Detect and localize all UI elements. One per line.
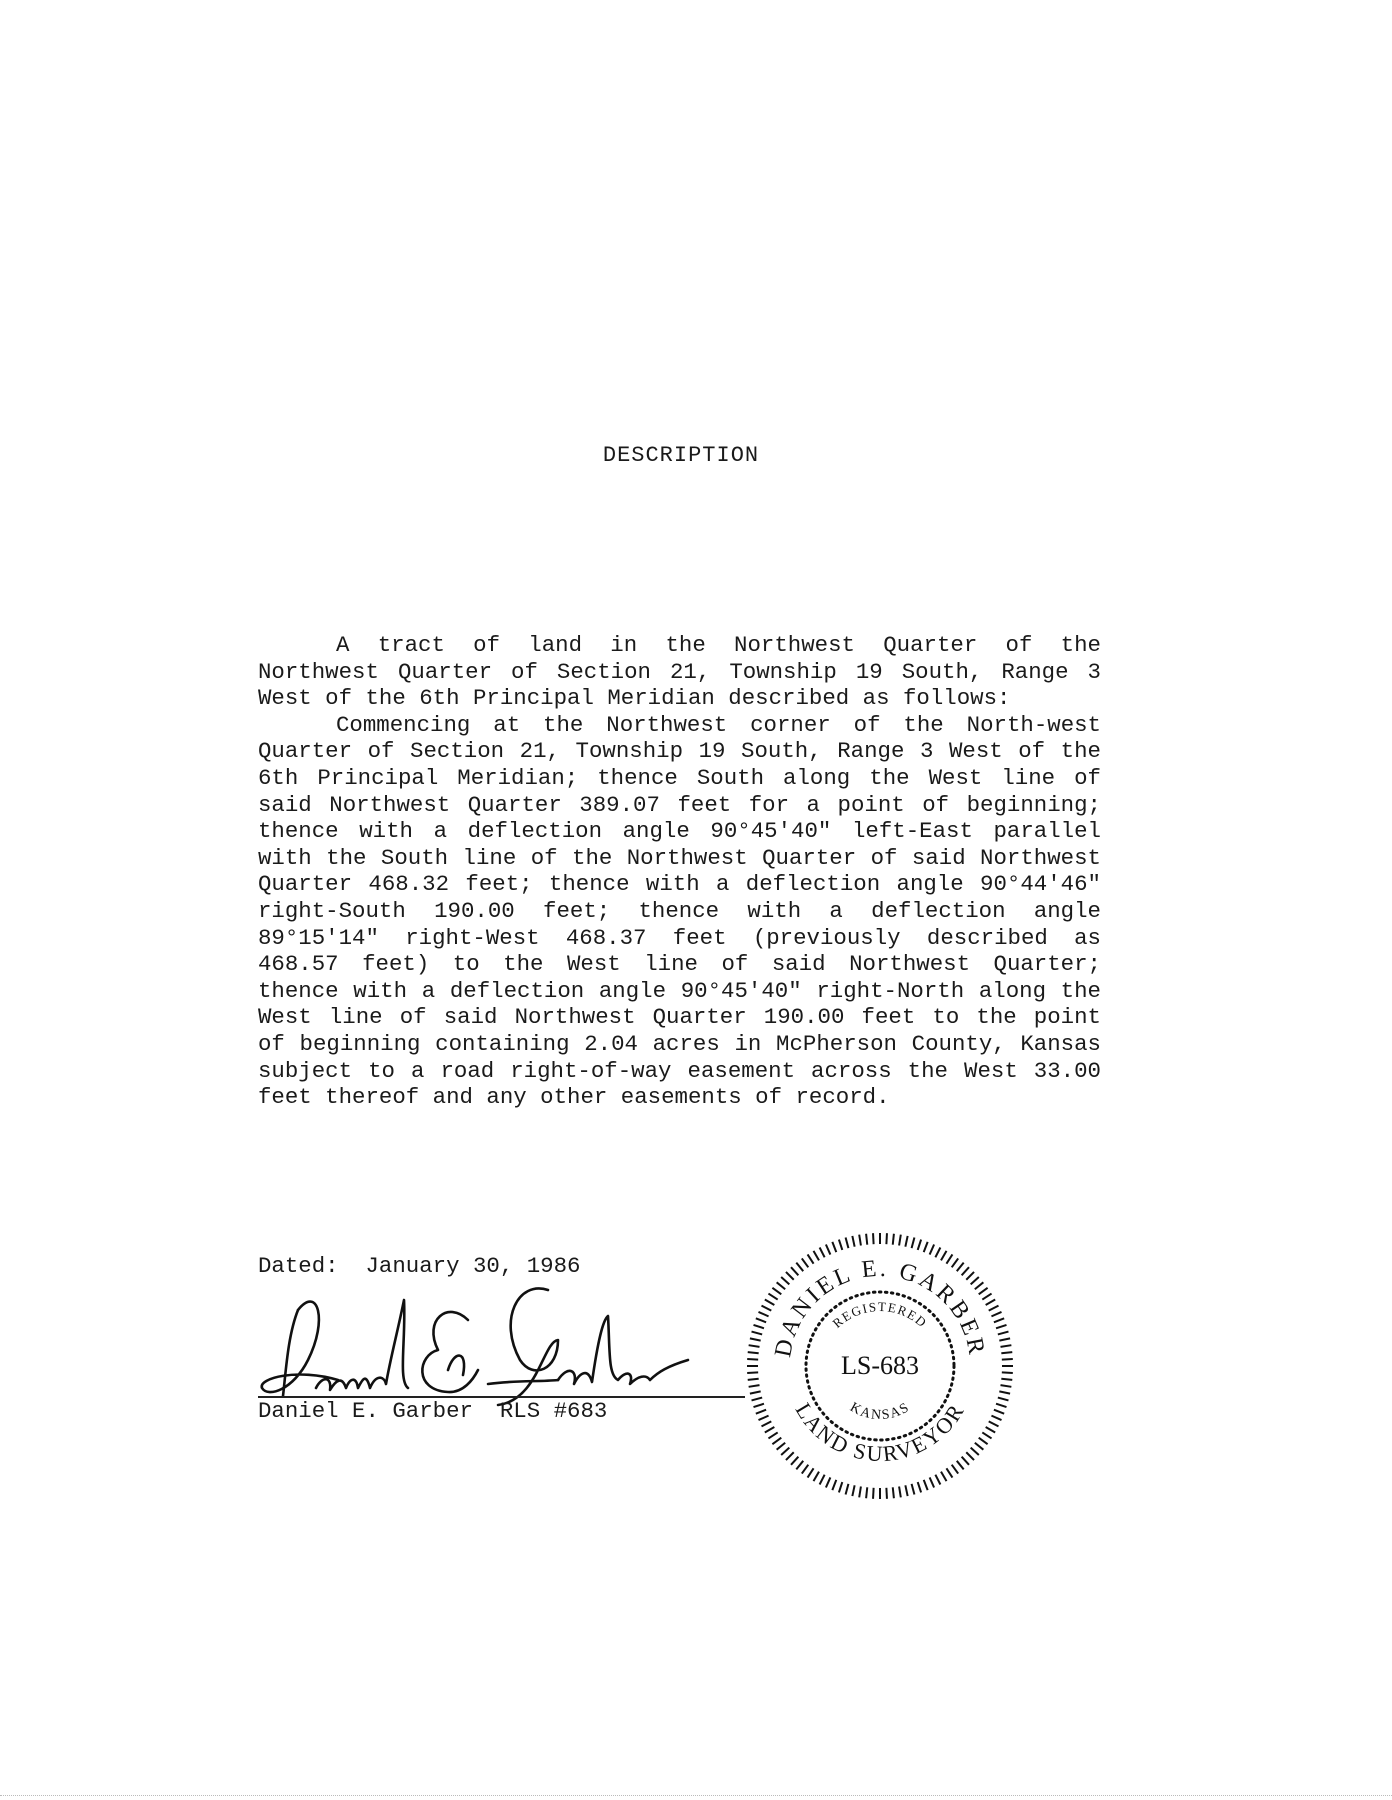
seal-ring-tick <box>752 1398 763 1401</box>
seal-ring-tick <box>905 1485 907 1496</box>
seal-ring-tick <box>941 1251 947 1261</box>
seal-ring-tick <box>852 1236 854 1247</box>
seal-ring-tick <box>899 1235 901 1246</box>
seal-ring-tick <box>748 1352 759 1353</box>
svg-text:REGISTERED <box>830 1299 931 1331</box>
seal-ring-tick <box>808 1468 814 1477</box>
seal-ring-tick <box>1001 1352 1012 1353</box>
seal-ring-tick <box>966 1452 974 1460</box>
seal-ring-tick <box>808 1254 814 1263</box>
seal-ring-tick <box>873 1488 874 1499</box>
seal-ring-tick <box>986 1427 996 1433</box>
seal-ring-tick <box>761 1306 771 1311</box>
seal-ring-tick <box>756 1318 766 1322</box>
seal-ring-tick <box>975 1282 984 1289</box>
seal-ring-tick <box>998 1398 1009 1401</box>
seal-ring-tick <box>772 1438 781 1444</box>
seal-ring-tick <box>966 1272 974 1280</box>
seal-ring-tick <box>975 1443 984 1450</box>
seal-ring-tick <box>893 1487 894 1498</box>
seal-ring-tick <box>989 1421 999 1426</box>
seal-ring-tick <box>912 1484 915 1495</box>
seal-ring-tick <box>1000 1345 1011 1347</box>
seal-ring-tick <box>971 1448 979 1455</box>
seal-ring-tick <box>768 1432 777 1438</box>
seal-ring-tick <box>930 1477 934 1487</box>
seal-ring-tick <box>918 1482 921 1492</box>
seal-ring-tick <box>924 1242 928 1252</box>
seal-ring-tick <box>820 1247 825 1257</box>
seal-ring-tick <box>839 1240 842 1250</box>
handwritten-signature <box>258 1280 698 1410</box>
seal-ring-tick <box>962 1267 969 1275</box>
seal-ring-tick <box>979 1438 988 1444</box>
seal-ring-tick <box>754 1404 764 1407</box>
seal-ring-tick <box>886 1233 887 1244</box>
seal-ring-tick <box>994 1318 1004 1322</box>
seal-ring-tick <box>886 1488 887 1499</box>
seal-ring-tick <box>796 1263 803 1272</box>
document-title: DESCRIPTION <box>602 443 760 468</box>
seal-ring-tick <box>924 1480 928 1490</box>
seal-ring-tick <box>754 1325 764 1328</box>
seal-license-number: LS-683 <box>841 1351 919 1380</box>
seal-ring-tick <box>971 1277 979 1284</box>
seal-ring-tick <box>802 1258 808 1267</box>
seal-name: DANIEL E. GARBER <box>770 1255 990 1360</box>
seal-ring-tick <box>747 1359 758 1360</box>
seal-ring-tick <box>957 1263 964 1272</box>
seal-ring-tick <box>781 1277 789 1284</box>
seal-ring-tick <box>832 1242 836 1252</box>
seal-state: KANSAS <box>847 1399 913 1424</box>
seal-ring-tick <box>846 1238 849 1249</box>
seal-ring-tick <box>791 1267 798 1275</box>
seal-ring-tick <box>772 1288 781 1294</box>
seal-ring-tick <box>859 1235 861 1246</box>
seal-ring-tick <box>768 1294 777 1300</box>
seal-ring-tick <box>873 1233 874 1244</box>
seal-ring-tick <box>846 1484 849 1495</box>
seal-ring-tick <box>979 1288 988 1294</box>
seal-ring-tick <box>814 1472 820 1482</box>
page-bottom-edge <box>0 1795 1392 1796</box>
seal-ring-tick <box>989 1306 999 1311</box>
seal-ring-tick <box>982 1432 991 1438</box>
seal-ring-tick <box>1002 1372 1013 1373</box>
seal-ring-tick <box>996 1325 1006 1328</box>
seal-ring-tick <box>777 1443 786 1450</box>
seal-ring-tick <box>962 1457 969 1465</box>
seal-ring-tick <box>749 1345 760 1347</box>
seal-ring-tick <box>918 1240 921 1250</box>
seal-ring-tick <box>761 1421 771 1426</box>
seal-ring-tick <box>991 1416 1001 1420</box>
seal-ring-tick <box>814 1251 820 1261</box>
seal-ring-tick <box>758 1416 768 1420</box>
seal-ring-tick <box>899 1486 901 1497</box>
seal-ring-tick <box>999 1391 1010 1393</box>
seal-ring-tick <box>999 1338 1010 1340</box>
seal-ring-tick <box>946 1254 952 1263</box>
seal-ring-tick <box>786 1272 794 1280</box>
seal-ring-tick <box>996 1404 1006 1407</box>
seal-registered: REGISTERED <box>829 1298 931 1331</box>
seal-ring-tick <box>994 1410 1004 1414</box>
seal-ring-tick <box>796 1461 803 1470</box>
seal-ring-tick <box>839 1482 842 1492</box>
seal-ring-tick <box>781 1448 789 1455</box>
seal-ring-tick <box>893 1234 894 1245</box>
seal-ring-tick <box>756 1410 766 1414</box>
seal-ring-tick <box>930 1244 934 1254</box>
seal-ring-tick <box>998 1332 1009 1335</box>
seal-ring-tick <box>749 1385 760 1387</box>
seal-ring-tick <box>826 1477 830 1487</box>
seal-ring-tick <box>786 1452 794 1460</box>
seal-ring-tick <box>802 1465 808 1474</box>
seal-ring-tick <box>941 1472 947 1482</box>
seal-ring-tick <box>952 1465 958 1474</box>
description-paragraph-intro: A tract of land in the Northwest Quarter of the Northwest Quarter of Section 21, Township 19 South, Range 3 West of the 6th Principal Meridian described as follows: <box>258 632 1101 712</box>
seal-ring-tick <box>866 1234 867 1245</box>
seal-ring-tick <box>750 1391 761 1393</box>
seal-ring-tick <box>991 1312 1001 1316</box>
seal-ring-tick <box>1002 1359 1013 1360</box>
seal-ring-tick <box>866 1487 867 1498</box>
seal-ring-tick <box>1000 1385 1011 1387</box>
signer-name: Daniel E. Garber RLS #683 <box>258 1398 608 1424</box>
seal-ring-tick <box>935 1475 940 1485</box>
seal-ring-tick <box>957 1461 964 1470</box>
seal-ring-tick <box>791 1457 798 1465</box>
description-paragraph-metes-bounds: Commencing at the Northwest corner of the North-west Quarter of Section 21, Township 19 South, Range 3 West of the 6th Principal Meridian; thence South along the West line of said Northwest Quarter 389.07 feet for a point of beginning; thence with a deflection angle 90°45'40" left-East parallel with the South line of the Northwest Quarter of said Northwest Quarter 468.32 feet; thence with a deflection angle 90°44'46" right-South 190.00 feet; thence with a deflection angle 89°15'14" right-West 468.37 feet (previously described as 468.57 feet) to the West line of said Northwest Quarter; thence with a deflection angle 90°45'40" right-North along the West line of said Northwest Quarter 190.00 feet to the point of beginning containing 2.04 acres in McPherson County, Kansas subject to a road right-of-way easement across the West 33.00 feet thereof and any other easements of record. <box>258 711 1101 1111</box>
seal-ring-tick <box>935 1247 940 1257</box>
seal-ring-tick <box>777 1282 786 1289</box>
seal-ring-tick <box>758 1312 768 1316</box>
surveyor-seal <box>745 1231 1015 1501</box>
legal-description <box>258 632 1101 1111</box>
seal-ring-tick <box>952 1258 958 1267</box>
seal-ring-tick <box>747 1372 758 1373</box>
seal-ring-tick <box>912 1238 915 1249</box>
seal-ring-tick <box>1001 1379 1012 1380</box>
seal-ring-tick <box>982 1294 991 1300</box>
svg-text:KANSAS <box>847 1400 912 1423</box>
seal-ring-tick <box>820 1475 825 1485</box>
seal-ring-tick <box>750 1338 761 1340</box>
seal-ring-tick <box>946 1468 952 1477</box>
seal-ring-tick <box>859 1486 861 1497</box>
seal-ring-tick <box>832 1480 836 1490</box>
seal-ring-tick <box>752 1332 763 1335</box>
seal-ring-tick <box>986 1300 996 1306</box>
seal-ring-tick <box>748 1379 759 1380</box>
seal-ring-tick <box>852 1485 854 1496</box>
seal-profession: LAND SURVEYOR <box>790 1398 970 1467</box>
seal-ring-tick <box>905 1236 907 1247</box>
dated-line: Dated: January 30, 1986 <box>258 1253 581 1279</box>
seal-ring-tick <box>765 1300 775 1306</box>
seal-ring-tick <box>826 1244 830 1254</box>
seal-ring-tick <box>765 1427 775 1433</box>
